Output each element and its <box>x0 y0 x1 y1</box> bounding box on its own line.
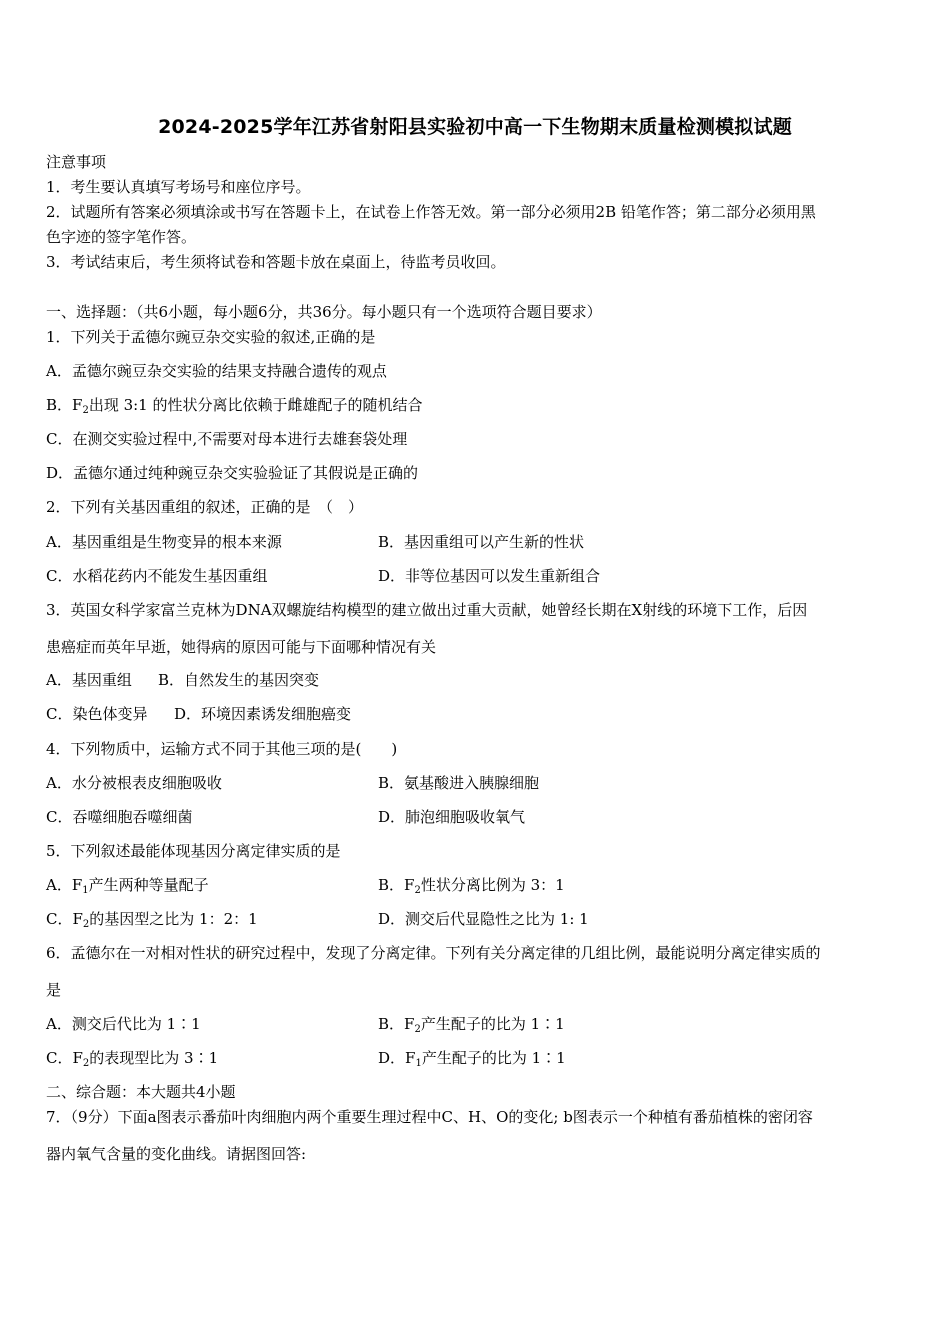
notice-item-3: 3．考试结束后，考生须将试卷和答题卡放在桌面上，待监考员收回。 <box>46 253 506 271</box>
q5-stem: 5．下列叙述最能体现基因分离定律实质的是 <box>46 842 341 860</box>
q2-option-a: A．基因重组是生物变异的根本来源 <box>46 533 282 551</box>
q5-option-a: A．$F_1$产生两种等量配子 <box>46 876 209 896</box>
q1-option-c: C．在测交实验过程中,不需要对母本进行去雄套袋处理 <box>46 430 408 448</box>
q3-stem-line1: 3．英国女科学家富兰克林为DNA双螺旋结构模型的建立做出过重大贡献，她曾经长期在X射线的环境下工作，后因 <box>46 601 808 619</box>
notice-item-2: 2．试题所有答案必须填涂或书写在答题卡上，在试卷上作答无效。第一部分必须用2B 铅笔作答；第二部分必须用黑 <box>46 203 816 221</box>
q6-option-c: C．$F_2$的表现型比为 3∶1 <box>46 1049 219 1069</box>
q1-stem: 1．下列关于孟德尔豌豆杂交实验的叙述,正确的是 <box>46 328 376 346</box>
q4-option-c: C．吞噬细胞吞噬细菌 <box>46 808 193 826</box>
q3-stem-line2: 患癌症而英年早逝，她得病的原因可能与下面哪种情况有关 <box>46 638 437 656</box>
q2-option-c: C．水稻花药内不能发生基因重组 <box>46 567 268 585</box>
q6-option-b: B．$F_2$产生配子的比为 1∶1 <box>378 1015 565 1035</box>
q7-stem-line2: 器内氧气含量的变化曲线。请据图回答: <box>46 1145 307 1163</box>
notice-item-1: 1．考生要认真填写考场号和座位序号。 <box>46 178 311 196</box>
q6-stem-line2: 是 <box>46 981 62 999</box>
q5-option-c: C．$F_2$的基因型之比为 1：2：1 <box>46 910 258 930</box>
q4-option-d: D．肺泡细胞吸收氧气 <box>378 808 526 826</box>
q1-option-a: A．孟德尔豌豆杂交实验的结果支持融合遗传的观点 <box>46 362 387 380</box>
q6-option-d: D．$F_1$产生配子的比为 1∶1 <box>378 1049 566 1069</box>
q5-option-d: D．测交后代显隐性之比为 1: 1 <box>378 910 589 928</box>
notice-heading: 注意事项 <box>46 153 107 171</box>
section2-heading: 二、综合题：本大题共4小题 <box>46 1083 236 1101</box>
q3-option-a: A．基因重组 <box>46 671 132 689</box>
notice-item-2-cont: 色字迹的签字笔作答。 <box>46 228 197 246</box>
q2-stem: 2．下列有关基因重组的叙述，正确的是 （ ） <box>46 498 364 516</box>
section1-heading: 一、选择题：（共6小题，每小题6分，共36分。每小题只有一个选项符合题目要求） <box>46 303 602 321</box>
q3-option-d: D．环境因素诱发细胞癌变 <box>174 705 352 723</box>
q6-option-a: A．测交后代比为 1∶1 <box>46 1015 201 1033</box>
q2-option-d: D．非等位基因可以发生重新组合 <box>378 567 601 585</box>
q6-stem-line1: 6．孟德尔在一对相对性状的研究过程中，发现了分离定律。下列有关分离定律的几组比例，最能说明分离定律实质的 <box>46 944 821 962</box>
q5-option-b: B．$F_2$性状分离比例为 3：1 <box>378 876 565 896</box>
q7-stem-line1: 7．（9分）下面a图表示番茄叶肉细胞内两个重要生理过程中C、H、O的变化; b图表示一个种植有番茄植株的密闭容 <box>46 1108 813 1126</box>
q2-option-b: B．基因重组可以产生新的性状 <box>378 533 585 551</box>
q4-option-a: A．水分被根表皮细胞吸收 <box>46 774 222 792</box>
q1-option-b: B．$F_2$出现 3:1 的性状分离比依赖于雌雄配子的随机结合 <box>46 396 423 416</box>
q1-option-d: D．孟德尔通过纯种豌豆杂交实验验证了其假说是正确的 <box>46 464 419 482</box>
page-title: 2024-2025学年江苏省射阳县实验初中高一下生物期末质量检测模拟试题 <box>158 116 792 138</box>
q3-option-c: C．染色体变异 <box>46 705 148 723</box>
q4-option-b: B．氨基酸进入胰腺细胞 <box>378 774 540 792</box>
q4-stem: 4．下列物质中，运输方式不同于其他三项的是( ) <box>46 740 398 758</box>
q3-option-b: B．自然发生的基因突变 <box>158 671 320 689</box>
